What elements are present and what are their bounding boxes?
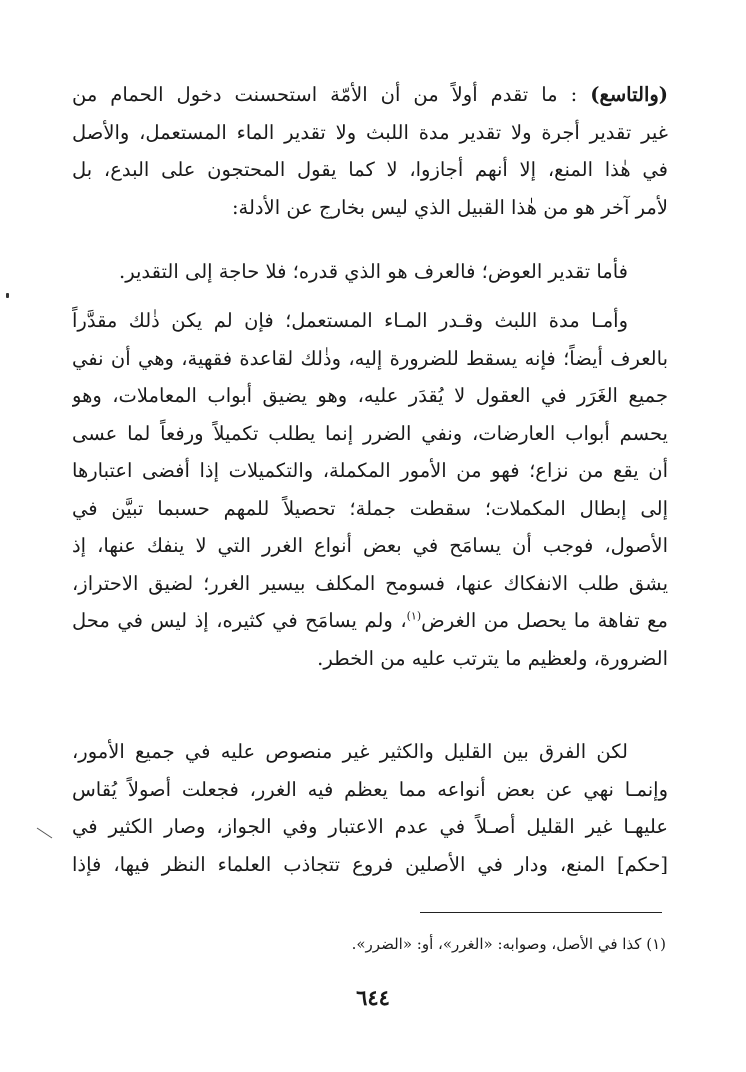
paragraph-line: بالعرف أيضاً؛ فإنه يسقط للضرورة إليه، وذٰلك لقاعدة فقهية، وهي أن نفي [72,346,668,370]
paragraph-line: لكن الفرق بين القليل والكثير غير منصوص عليه في جميع الأمور، [72,740,628,763]
paragraph-line: الضرورة، ولعظيم ما يترتب عليه من الخطر. [317,646,668,670]
paragraph-line: وأمـا مدة اللبث وقـدر المـاء المستعمل؛ فإن لم يكن ذٰلك مقدَّراً [72,309,628,332]
footnote: (١) كذا في الأصل، وصوابه: «الغرر»، أو: «الضرر». [351,935,666,953]
paragraph-line: يحسم أبواب العارضات، ونفي الضرر إنما يطلب تكميلاً ورفعاً لما عسى [72,421,668,445]
paragraph-line: وإنمـا نهي عن بعض أنواعه مما يعظم فيه الغرر، فجعلت أصولاً يُقاس [72,777,668,801]
paragraph-line: غير تقدير أجرة ولا تقدير مدة اللبث ولا تقدير الماء المستعمل، والأصل [72,120,668,144]
paragraph-4 [72,733,668,883]
paragraph-line: لأمر آخر هو من هٰذا القبيل الذي ليس بخارج عن الأدلة: [231,195,668,219]
paragraph-line: (والتاسع) : ما تقدم أولاً من أن الأمّة استحسنت دخول الحمام من [72,83,668,106]
paragraph-3 [72,302,668,677]
margin-stroke-mark [36,826,54,844]
paragraph-2 [72,253,668,291]
footnote-separator [420,912,662,913]
paragraph-line: جميع الغَرَر في العقول لا يُقدَر عليه، وهو يضيق أبواب المعاملات، وهو [72,384,668,407]
paragraph-line: إلى إبطال المكملات؛ سقطت جملة؛ تحصيلاً للمهم حسبما تبيَّن في [72,496,668,520]
paragraph-line: يشق طلب الانفكاك عنها، فسومح المكلف بيسير الغرر؛ لضيق الاحتراز، [72,571,668,595]
paragraph-line: عليهـا غير القليل أصـلاً في عدم الاعتبار وفي الجواز، وصار الكثير في [72,815,668,838]
paragraph-line: فأما تقدير العوض؛ فالعرف هو الذي قدره؛ فلا حاجة إلى التقدير. [119,260,628,283]
paragraph-line: مع تفاهة ما يحصل من الغرض$^{(١)}$، ولم يسامَح في كثيره، إذ ليس في محل [72,609,668,632]
paragraph-lead: (والتاسع) [590,83,668,106]
paragraph-1 [72,76,668,226]
paragraph-line: الأصول، فوجب أن يسامَح في بعض أنواع الغرر التي لا ينفك عنها، إذ [72,534,668,557]
paragraph-line: في هٰذا المنع، إلا أنهم أجازوا، لا كما يقول المحتجون على البدع، بل [72,158,668,181]
page-number: ٦٤٤ [356,985,390,1010]
footnote-marker: (١) [406,609,422,623]
paragraph-line: أن يقع من نزاع؛ فهو من الأمور المكملة، والتكميلات إذا أفضى اعتبارها [72,459,668,482]
paragraph-line: [حكم] المنع، ودار في الأصلين فروع تتجاذب العلماء النظر فيها، فإذا [72,852,668,876]
margin-mark [6,293,9,298]
